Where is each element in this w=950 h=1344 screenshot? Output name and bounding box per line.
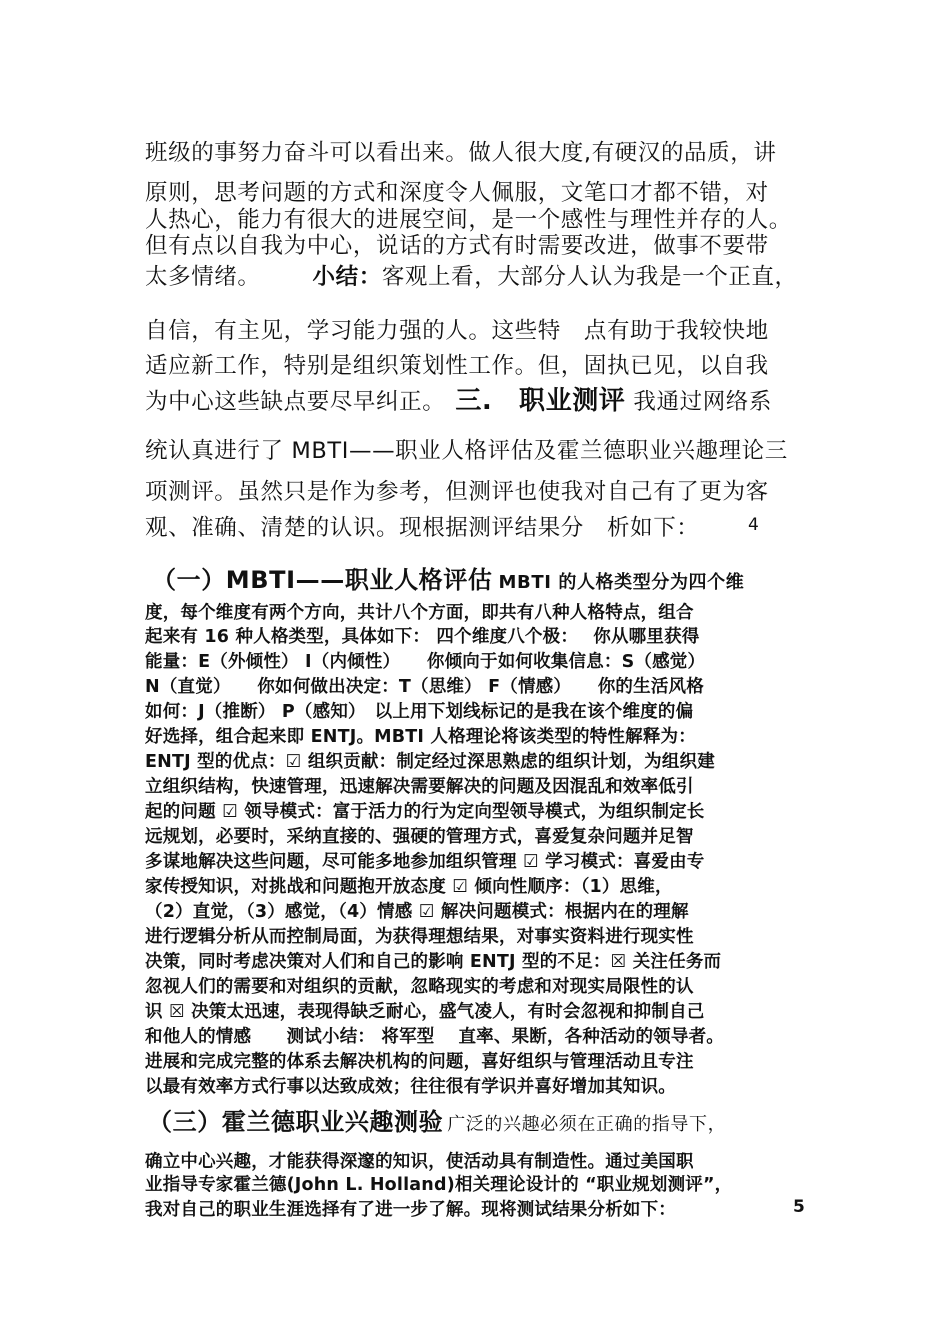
text-line: ENTJ 型的优点：☑ 组织贡献：制定经过深思熟虑的组织计划，为组织建: [145, 752, 715, 772]
text-line: 统认真进行了 MBTI——职业人格评估及霍兰德职业兴趣理论三: [145, 438, 788, 464]
text-line: 度，每个维度有两个方向，共计八个方面，即共有八种人格特点，组合: [145, 603, 694, 623]
text-line: N（直觉） 你如何做出决定：T（思维） F（情感） 你的生活风格: [145, 677, 704, 697]
text-line: 以最有效率方式行事以达致成效；往往很有学识并喜好增加其知识。: [145, 1077, 676, 1097]
text-line: 班级的事努力奋斗可以看出来。做人很大度,有硬汉的品质，讲: [145, 140, 777, 166]
text-line: 和他人的情感 测试小结： 将军型 直率、果断，各种活动的领导者。: [145, 1027, 724, 1047]
text-line: 但有点以自我为中心，说话的方式有时需要改进，做事不要带: [145, 233, 769, 259]
text-line: 自信，有主见，学习能力强的人。这些特 点有助于我较快地: [145, 318, 769, 344]
summary-label: 小结：: [312, 264, 382, 290]
page-number: 5: [793, 1197, 805, 1217]
text-line: 家传授知识，对挑战和问题抱开放态度 ☑ 倾向性顺序：（1）思维，: [145, 877, 673, 897]
section-heading: 三. 职业测评: [455, 386, 626, 416]
text-span: MBTI 的人格类型分为四个维: [498, 572, 745, 593]
subsection-heading-line: [148, 1102, 726, 1137]
text-line: 业指导专家霍兰德(John L. Holland)相关理论设计的 “职业规划测评”，: [145, 1175, 733, 1195]
text-line: 远规划，必要时，采纳直接的、强硬的管理方式，喜爱复杂问题并足智: [145, 827, 694, 847]
text-line: 人热心，能力有很大的进展空间，是一个感性与理性并存的人。: [145, 207, 792, 233]
subsection-heading: （一）MBTI——职业人格评估: [152, 566, 493, 594]
text-line: 适应新工作，特别是组织策划性工作。但，固执已见，以自我: [145, 353, 769, 379]
text-line: 能量：E（外倾性） I（内倾性） 你倾向于如何收集信息：S（感觉）: [145, 652, 706, 672]
text-line: 识 ☒ 决策太迅速，表现得缺乏耐心，盛气凌人，有时会忽视和抑制自己: [145, 1002, 705, 1022]
text-line: [145, 380, 772, 417]
text-line: 确立中心兴趣，才能获得深邃的知识，使活动具有制造性。通过美国职: [145, 1152, 694, 1172]
text-line: 观、准确、清楚的认识。现根据测评结果分 析如下：: [145, 515, 700, 541]
text-line: 原则，思考问题的方式和深度令人佩服，文笔口才都不错，对: [145, 180, 769, 206]
text-line: 好选择，组合起来即 ENTJ。MBTI 人格理论将该类型的特性解释为：: [145, 727, 696, 747]
text-span: 我通过网络系: [633, 389, 772, 415]
text-line: 忽视人们的需要和对组织的贡献，忽略现实的考虑和对现实局限性的认: [145, 977, 694, 997]
text-line: 进展和完成完整的体系去解决机构的问题，喜好组织与管理活动且专注: [145, 1052, 694, 1072]
text-line: 立组织结构，快速管理，迅速解决需要解决的问题及因混乱和效率低引: [145, 777, 694, 797]
text-line: 进行逻辑分析从而控制局面，为获得理想结果，对事实资料进行现实性: [145, 927, 694, 947]
text-span: 广泛的兴趣必须在正确的指导下，: [447, 1114, 727, 1135]
text-line: 多谋地解决这些问题，尽可能多地参加组织管理 ☑ 学习模式：喜爱由专: [145, 852, 705, 872]
subsection-heading: （三）霍兰德职业兴趣测验: [148, 1108, 444, 1136]
text-line: 起的问题 ☑ 领导模式：富于活力的行为定向型领导模式，为组织制定长: [145, 802, 705, 822]
text-span: 为中心这些缺点要尽早纠正。: [145, 389, 446, 415]
text-line: （2）直觉，（3）感觉，（4）情感 ☑ 解决问题模式：根据内在的理解: [145, 902, 689, 922]
text-line: 如何：J（推断） P（感知） 以上用下划线标记的是我在该个维度的偏: [145, 702, 694, 722]
text-line: 项测评。虽然只是作为参考，但测评也使我对自己有了更为客: [145, 479, 769, 505]
text-span: 客观上看，大部分人认为我是一个正直，: [381, 264, 798, 290]
subsection-heading-line: [152, 560, 744, 595]
text-line: 起来有 16 种人格类型，具体如下： 四个维度八个极： 你从哪里获得: [145, 627, 700, 647]
text-line: 决策，同时考虑决策对人们和自己的影响 ENTJ 型的不足：☒ 关注任务而: [145, 952, 722, 972]
text-line: [145, 259, 798, 291]
page-number: 4: [748, 515, 759, 535]
text-span: 太多情绪。: [145, 264, 261, 290]
text-line: 我对自己的职业生涯选择有了进一步了解。现将测试结果分析如下：: [145, 1200, 676, 1220]
